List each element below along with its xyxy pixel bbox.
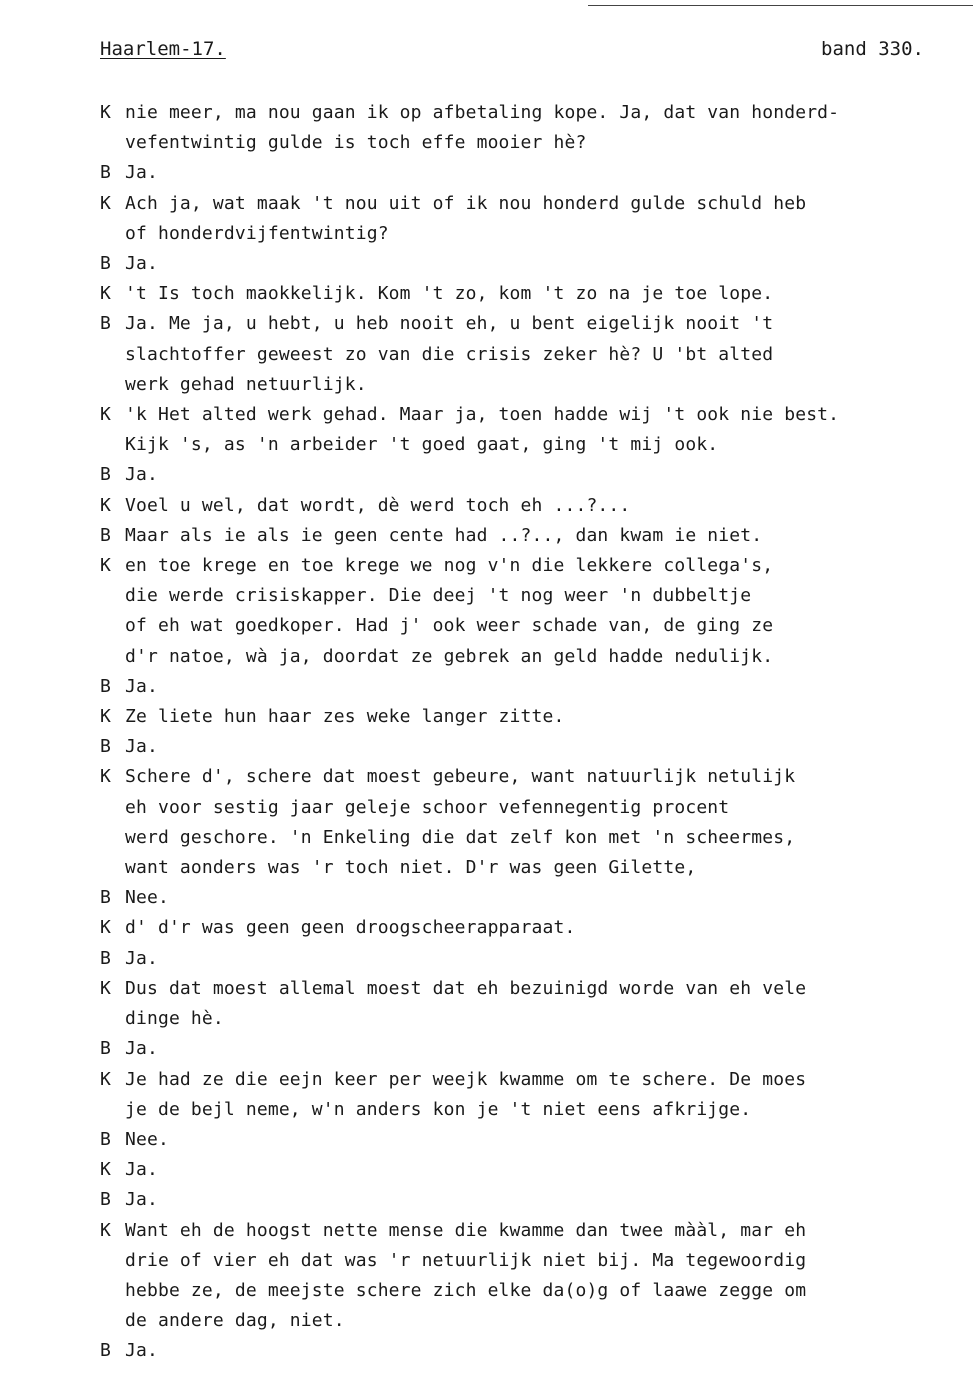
- utterance-line: en toe krege en toe krege we nog v'n die lekkere collega's,: [125, 555, 774, 577]
- utterance-line: nie meer, ma nou gaan ik op afbetaling kope. Ja, dat van honderd-: [125, 102, 840, 123]
- transcript-turn: [100, 944, 940, 974]
- speaker-label: B: [100, 253, 111, 275]
- utterance-line: hebbe ze, de meejste schere zich elke da(o)g of laawe zegge om: [125, 1279, 807, 1301]
- utterance-line: Ze liete hun haar zes weke langer zitte.: [125, 706, 565, 728]
- utterance-line: Ja.: [125, 1340, 158, 1362]
- transcript-turn: [100, 400, 940, 460]
- speaker-label: B: [100, 1038, 111, 1060]
- utterance-line: Ja.: [125, 1159, 158, 1181]
- speaker-label: K: [100, 192, 111, 214]
- transcript: [100, 98, 940, 1367]
- utterance-line: dinge hè.: [125, 1008, 224, 1030]
- utterance-line: d'r natoe, wà ja, doordat ze gebrek an geld hadde nedulijk.: [125, 645, 774, 667]
- speaker-label: K: [100, 706, 111, 728]
- transcript-turn: [100, 249, 940, 279]
- transcript-turn: [100, 883, 940, 913]
- transcript-turn: [100, 98, 940, 158]
- speaker-label: B: [100, 464, 111, 486]
- utterance-line: Ja.: [125, 736, 158, 758]
- speaker-label: B: [100, 675, 111, 697]
- transcript-turn: [100, 1065, 940, 1125]
- speaker-label: K: [100, 917, 111, 939]
- transcript-turn: [100, 279, 940, 309]
- utterance-line: Nee.: [125, 887, 169, 909]
- transcript-turn: [100, 158, 940, 188]
- transcript-turn: [100, 309, 940, 400]
- transcript-turn: [100, 1155, 940, 1185]
- speaker-label: B: [100, 1128, 111, 1150]
- speaker-label: B: [100, 162, 111, 184]
- utterance-line: drie of vier eh dat was 'r netuurlijk niet bij. Ma tegewoordig: [125, 1249, 807, 1271]
- utterance-line: d' d'r was geen geen droogscheerapparaat.: [125, 917, 576, 939]
- speaker-label: K: [100, 555, 111, 577]
- speaker-label: K: [100, 404, 111, 426]
- band-number: band 330.: [821, 38, 924, 60]
- speaker-label: K: [100, 102, 111, 123]
- speaker-label: K: [100, 977, 111, 999]
- speaker-label: B: [100, 313, 111, 335]
- transcript-turn: [100, 491, 940, 521]
- speaker-label: K: [100, 1068, 111, 1090]
- utterance-line: Ja.: [125, 1189, 158, 1211]
- utterance-line: of eh wat goedkoper. Had j' ook weer schade van, de ging ze: [125, 615, 774, 637]
- speaker-label: K: [100, 494, 111, 516]
- speaker-label: B: [100, 524, 111, 546]
- utterance-line: vefentwintig gulde is toch effe mooier hè?: [125, 132, 587, 154]
- speaker-label: B: [100, 736, 111, 758]
- utterance-line: Dus dat moest allemal moest dat eh bezuinigd worde van eh vele: [125, 977, 807, 999]
- transcript-turn: [100, 189, 940, 249]
- utterance-line: 't Is toch maokkelijk. Kom 't zo, kom 't zo na je toe lope.: [125, 283, 774, 305]
- utterance-line: Maar als ie als ie geen cente had ..?.., dan kwam ie niet.: [125, 524, 763, 546]
- utterance-line: Want eh de hoogst nette mense die kwamme dan twee mààl, mar eh: [125, 1219, 807, 1241]
- utterance-line: Ja.: [125, 1038, 158, 1060]
- speaker-label: K: [100, 1159, 111, 1181]
- speaker-label: K: [100, 283, 111, 305]
- utterance-line: eh voor sestig jaar geleje schoor vefennegentig procent: [125, 796, 730, 818]
- utterance-line: Ach ja, wat maak 't nou uit of ik nou honderd gulde schuld heb: [125, 192, 807, 214]
- utterance-line: 'k Het alted werk gehad. Maar ja, toen hadde wij 't ook nie best.: [125, 404, 840, 426]
- transcript-turn: [100, 672, 940, 702]
- speaker-label: B: [100, 1340, 111, 1362]
- transcript-turn: [100, 732, 940, 762]
- speaker-label: K: [100, 1219, 111, 1241]
- utterance-line: je de bejl neme, w'n anders kon je 't niet eens afkrijge.: [125, 1098, 752, 1120]
- utterance-line: slachtoffer geweest zo van die crisis zeker hè? U 'bt alted: [125, 343, 774, 365]
- speaker-label: B: [100, 887, 111, 909]
- transcript-turn: [100, 702, 940, 732]
- transcript-turn: [100, 521, 940, 551]
- utterance-line: Je had ze die eejn keer per weejk kwamme om te schere. De moes: [125, 1068, 807, 1090]
- utterance-line: Ja.: [125, 947, 158, 969]
- transcript-turn: [100, 762, 940, 883]
- utterance-line: Nee.: [125, 1128, 169, 1150]
- utterance-line: werd geschore. 'n Enkeling die dat zelf kon met 'n scheermes,: [125, 826, 796, 848]
- utterance-line: Ja.: [125, 253, 158, 275]
- utterance-line: Ja.: [125, 675, 158, 697]
- utterance-line: Ja. Me ja, u hebt, u heb nooit eh, u bent eigelijk nooit 't: [125, 313, 774, 335]
- page-header: [100, 38, 924, 68]
- transcript-turn: [100, 1336, 940, 1366]
- transcript-turn: [100, 1216, 940, 1337]
- utterance-line: Voel u wel, dat wordt, dè werd toch eh ...?...: [125, 494, 631, 516]
- utterance-line: werk gehad netuurlijk.: [125, 373, 367, 395]
- utterance-line: of honderdvijfentwintig?: [125, 222, 389, 244]
- transcript-turn: [100, 974, 940, 1034]
- document-title: Haarlem-17.: [100, 38, 226, 60]
- utterance-line: Schere d', schere dat moest gebeure, want natuurlijk netulijk: [125, 766, 796, 788]
- speaker-label: B: [100, 947, 111, 969]
- top-rule: [588, 5, 973, 6]
- utterance-line: de andere dag, niet.: [125, 1310, 345, 1332]
- utterance-line: want aonders was 'r toch niet. D'r was geen Gilette,: [125, 857, 697, 879]
- transcript-turn: [100, 551, 940, 672]
- transcript-turn: [100, 913, 940, 943]
- transcript-turn: [100, 1034, 940, 1064]
- speaker-label: B: [100, 1189, 111, 1211]
- transcript-turn: [100, 1125, 940, 1155]
- utterance-line: Ja.: [125, 162, 158, 184]
- utterance-line: die werde crisiskapper. Die deej 't nog weer 'n dubbeltje: [125, 585, 752, 607]
- transcript-turn: [100, 1185, 940, 1215]
- utterance-line: Ja.: [125, 464, 158, 486]
- speaker-label: K: [100, 766, 111, 788]
- utterance-line: Kijk 's, as 'n arbeider 't goed gaat, ging 't mij ook.: [125, 434, 719, 456]
- transcript-turn: [100, 460, 940, 490]
